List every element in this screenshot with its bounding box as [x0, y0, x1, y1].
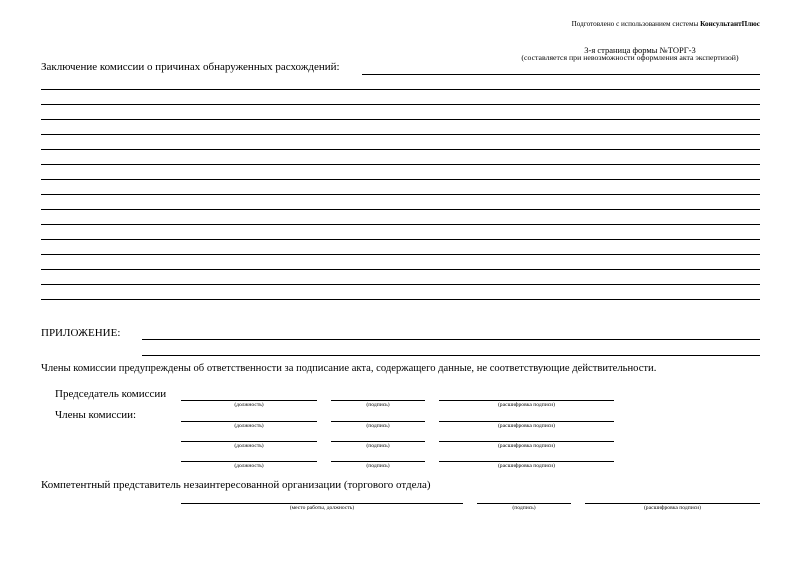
- conclusion-writing-line[interactable]: [41, 269, 760, 270]
- prepared-note: [568, 20, 760, 28]
- representative-signature-line[interactable]: [477, 503, 571, 504]
- representative-workplace-line[interactable]: [181, 503, 463, 504]
- member-2-signature-caption: (подпись): [366, 443, 390, 449]
- member-1-signature-caption: (подпись): [366, 423, 390, 429]
- member-3-decoding-caption: (расшифровка подписи): [497, 463, 556, 469]
- chairman-position-line[interactable]: [181, 400, 317, 401]
- conclusion-line-first[interactable]: [362, 74, 760, 75]
- representative-decoding-line[interactable]: [585, 503, 760, 504]
- conclusion-writing-line[interactable]: [41, 299, 760, 300]
- member-1-signature-line[interactable]: [331, 421, 425, 422]
- chairman-position-caption: (должность): [234, 402, 264, 408]
- member-2-signature-line[interactable]: [331, 441, 425, 442]
- member-3-position-line[interactable]: [181, 461, 317, 462]
- form-page-subtitle: (составляется при невозможности оформления акта экспертизой): [521, 53, 739, 62]
- chairman-decoding-caption: (расшифровка подписи): [497, 402, 556, 408]
- prepared-brand: КонсультантПлюс: [700, 20, 760, 28]
- conclusion-label: Заключение комиссии о причинах обнаруженных расхождений:: [41, 61, 340, 73]
- representative-signature-caption: (подпись): [512, 505, 536, 511]
- member-2-position-line[interactable]: [181, 441, 317, 442]
- conclusion-writing-line[interactable]: [41, 89, 760, 90]
- prepared-prefix: Подготовлено с использованием системы: [571, 20, 699, 28]
- conclusion-writing-line[interactable]: [41, 284, 760, 285]
- conclusion-writing-line[interactable]: [41, 149, 760, 150]
- chairman-label: Председатель комиссии: [55, 388, 167, 400]
- conclusion-writing-line[interactable]: [41, 179, 760, 180]
- member-2-decoding-caption: (расшифровка подписи): [497, 443, 556, 449]
- member-3-decoding-line[interactable]: [439, 461, 614, 462]
- representative-workplace-caption: (место работы, должность): [289, 505, 355, 511]
- conclusion-writing-line[interactable]: [41, 134, 760, 135]
- conclusion-writing-line[interactable]: [41, 119, 760, 120]
- representative-decoding-caption: (расшифровка подписи): [643, 505, 702, 511]
- form-page-title: 3-я страница формы №ТОРГ-3: [584, 45, 696, 55]
- conclusion-writing-line[interactable]: [41, 104, 760, 105]
- attachment-label: ПРИЛОЖЕНИЕ:: [41, 327, 121, 339]
- member-2-position-caption: (должность): [234, 443, 264, 449]
- conclusion-writing-line[interactable]: [41, 224, 760, 225]
- conclusion-writing-line[interactable]: [41, 209, 760, 210]
- conclusion-writing-line[interactable]: [41, 254, 760, 255]
- members-label: Члены комиссии:: [55, 409, 137, 421]
- member-1-decoding-line[interactable]: [439, 421, 614, 422]
- chairman-decoding-line[interactable]: [439, 400, 614, 401]
- attachment-line-1[interactable]: [142, 339, 760, 340]
- member-1-position-caption: (должность): [234, 423, 264, 429]
- member-2-decoding-line[interactable]: [439, 441, 614, 442]
- representative-label: Компетентный представитель незаинтересованной организации (торгового отдела): [41, 479, 431, 491]
- member-3-position-caption: (должность): [234, 463, 264, 469]
- conclusion-writing-line[interactable]: [41, 194, 760, 195]
- chairman-signature-caption: (подпись): [366, 402, 390, 408]
- member-1-decoding-caption: (расшифровка подписи): [497, 423, 556, 429]
- conclusion-writing-line[interactable]: [41, 164, 760, 165]
- member-3-signature-line[interactable]: [331, 461, 425, 462]
- member-1-position-line[interactable]: [181, 421, 317, 422]
- chairman-signature-line[interactable]: [331, 400, 425, 401]
- member-3-signature-caption: (подпись): [366, 463, 390, 469]
- conclusion-writing-line[interactable]: [41, 239, 760, 240]
- attachment-line-2[interactable]: [142, 355, 760, 356]
- warning-text: Члены комиссии предупреждены об ответственности за подписание акта, содержащего данные, не соответствующие действительности.: [41, 363, 657, 374]
